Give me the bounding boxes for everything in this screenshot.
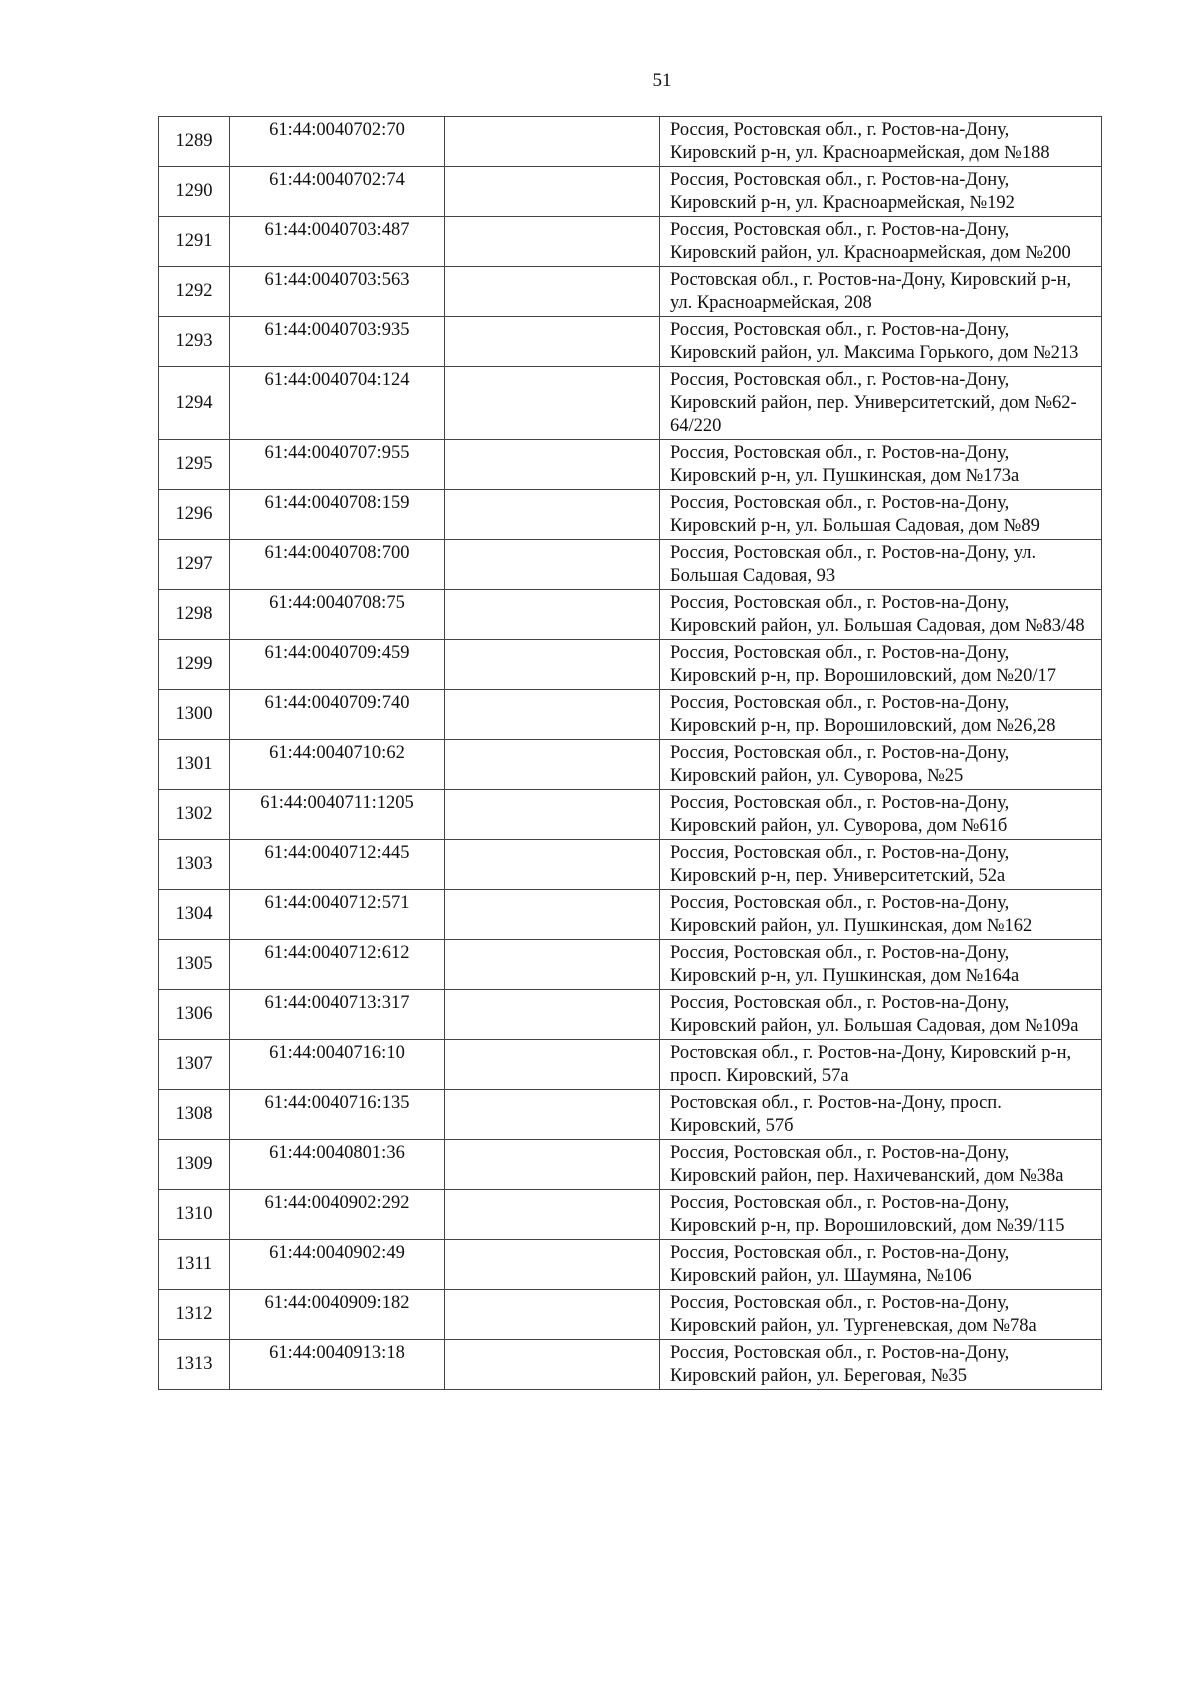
address: Россия, Ростовская обл., г. Ростов-на-Дону, Кировский район, ул. Суворова, №25 <box>660 740 1102 790</box>
table-row <box>159 267 1102 317</box>
empty-cell <box>445 167 660 217</box>
table-row <box>159 117 1102 167</box>
row-number: 1294 <box>159 367 230 440</box>
address: Россия, Ростовская обл., г. Ростов-на-Дону, Кировский район, ул. Шаумяна, №106 <box>660 1240 1102 1290</box>
table-row <box>159 490 1102 540</box>
table-row <box>159 367 1102 440</box>
table-row <box>159 640 1102 690</box>
address: Россия, Ростовская обл., г. Ростов-на-Дону, Кировский район, ул. Максима Горького, дом №213 <box>660 317 1102 367</box>
address: Россия, Ростовская обл., г. Ростов-на-Дону, Кировский р-н, ул. Пушкинская, дом №173а <box>660 440 1102 490</box>
address: Россия, Ростовская обл., г. Ростов-на-Дону, Кировский район, пер. Нахичеванский, дом №38а <box>660 1140 1102 1190</box>
cadastral-number: 61:44:0040909:182 <box>230 1290 445 1340</box>
empty-cell <box>445 740 660 790</box>
row-number: 1310 <box>159 1190 230 1240</box>
row-number: 1299 <box>159 640 230 690</box>
address: Россия, Ростовская обл., г. Ростов-на-Дону, Кировский р-н, пр. Ворошиловский, дом №20/17 <box>660 640 1102 690</box>
empty-cell <box>445 640 660 690</box>
empty-cell <box>445 1290 660 1340</box>
empty-cell <box>445 990 660 1040</box>
registry-table <box>158 116 1102 1390</box>
table-row <box>159 890 1102 940</box>
address: Ростовская обл., г. Ростов-на-Дону, Кировский р-н, ул. Красноармейская, 208 <box>660 267 1102 317</box>
address: Россия, Ростовская обл., г. Ростов-на-Дону, Кировский район, ул. Суворова, дом №61б <box>660 790 1102 840</box>
address: Россия, Ростовская обл., г. Ростов-на-Дону, Кировский район, ул. Тургеневская, дом №78а <box>660 1290 1102 1340</box>
empty-cell <box>445 1340 660 1390</box>
row-number: 1302 <box>159 790 230 840</box>
cadastral-number: 61:44:0040902:292 <box>230 1190 445 1240</box>
cadastral-number: 61:44:0040713:317 <box>230 990 445 1040</box>
address: Ростовская обл., г. Ростов-на-Дону, просп. Кировский, 57б <box>660 1090 1102 1140</box>
table-row <box>159 1090 1102 1140</box>
cadastral-number: 61:44:0040716:10 <box>230 1040 445 1090</box>
empty-cell <box>445 367 660 440</box>
cadastral-number: 61:44:0040707:955 <box>230 440 445 490</box>
cadastral-number: 61:44:0040711:1205 <box>230 790 445 840</box>
cadastral-number: 61:44:0040913:18 <box>230 1340 445 1390</box>
empty-cell <box>445 540 660 590</box>
cadastral-number: 61:44:0040709:740 <box>230 690 445 740</box>
table-row <box>159 1140 1102 1190</box>
table-row <box>159 1340 1102 1390</box>
empty-cell <box>445 840 660 890</box>
cadastral-number: 61:44:0040712:571 <box>230 890 445 940</box>
cadastral-number: 61:44:0040710:62 <box>230 740 445 790</box>
table-row <box>159 790 1102 840</box>
empty-cell <box>445 1040 660 1090</box>
registry-table-body <box>159 117 1102 1390</box>
empty-cell <box>445 790 660 840</box>
cadastral-number: 61:44:0040708:700 <box>230 540 445 590</box>
address: Россия, Ростовская обл., г. Ростов-на-Дону, Кировский район, ул. Большая Садовая, дом №83/48 <box>660 590 1102 640</box>
empty-cell <box>445 490 660 540</box>
address: Россия, Ростовская обл., г. Ростов-на-Дону, Кировский р-н, пер. Университетский, 52а <box>660 840 1102 890</box>
address: Россия, Ростовская обл., г. Ростов-на-Дону, Кировский р-н, ул. Большая Садовая, дом №89 <box>660 490 1102 540</box>
table-row <box>159 1190 1102 1240</box>
cadastral-number: 61:44:0040703:487 <box>230 217 445 267</box>
cadastral-number: 61:44:0040902:49 <box>230 1240 445 1290</box>
row-number: 1292 <box>159 267 230 317</box>
address: Россия, Ростовская обл., г. Ростов-на-Дону, Кировский район, пер. Университетский, дом №62-64/220 <box>660 367 1102 440</box>
empty-cell <box>445 890 660 940</box>
table-row <box>159 1240 1102 1290</box>
cadastral-number: 61:44:0040702:74 <box>230 167 445 217</box>
table-row <box>159 940 1102 990</box>
address: Россия, Ростовская обл., г. Ростов-на-Дону, Кировский р-н, пр. Ворошиловский, дом №26,28 <box>660 690 1102 740</box>
row-number: 1304 <box>159 890 230 940</box>
table-row <box>159 590 1102 640</box>
empty-cell <box>445 1140 660 1190</box>
table-row <box>159 1290 1102 1340</box>
row-number: 1309 <box>159 1140 230 1190</box>
empty-cell <box>445 1240 660 1290</box>
row-number: 1298 <box>159 590 230 640</box>
empty-cell <box>445 317 660 367</box>
row-number: 1291 <box>159 217 230 267</box>
cadastral-number: 61:44:0040716:135 <box>230 1090 445 1140</box>
empty-cell <box>445 267 660 317</box>
empty-cell <box>445 440 660 490</box>
empty-cell <box>445 590 660 640</box>
row-number: 1301 <box>159 740 230 790</box>
table-row <box>159 690 1102 740</box>
cadastral-number: 61:44:0040712:445 <box>230 840 445 890</box>
row-number: 1312 <box>159 1290 230 1340</box>
table-row <box>159 317 1102 367</box>
row-number: 1303 <box>159 840 230 890</box>
address: Россия, Ростовская обл., г. Ростов-на-Дону, ул. Большая Садовая, 93 <box>660 540 1102 590</box>
empty-cell <box>445 217 660 267</box>
row-number: 1308 <box>159 1090 230 1140</box>
cadastral-number: 61:44:0040703:935 <box>230 317 445 367</box>
address: Россия, Ростовская обл., г. Ростов-на-Дону, Кировский р-н, ул. Красноармейская, №192 <box>660 167 1102 217</box>
address: Россия, Ростовская обл., г. Ростов-на-Дону, Кировский р-н, ул. Красноармейская, дом №188 <box>660 117 1102 167</box>
row-number: 1311 <box>159 1240 230 1290</box>
table-row <box>159 990 1102 1040</box>
cadastral-number: 61:44:0040708:75 <box>230 590 445 640</box>
row-number: 1300 <box>159 690 230 740</box>
cadastral-number: 61:44:0040704:124 <box>230 367 445 440</box>
cadastral-number: 61:44:0040709:459 <box>230 640 445 690</box>
address: Россия, Ростовская обл., г. Ростов-на-Дону, Кировский р-н, пр. Ворошиловский, дом №39/115 <box>660 1190 1102 1240</box>
address: Россия, Ростовская обл., г. Ростов-на-Дону, Кировский район, ул. Пушкинская, дом №162 <box>660 890 1102 940</box>
address: Россия, Ростовская обл., г. Ростов-на-Дону, Кировский район, ул. Красноармейская, дом №200 <box>660 217 1102 267</box>
address: Россия, Ростовская обл., г. Ростов-на-Дону, Кировский район, ул. Большая Садовая, дом №109а <box>660 990 1102 1040</box>
row-number: 1295 <box>159 440 230 490</box>
row-number: 1290 <box>159 167 230 217</box>
page-number: 51 <box>652 70 672 91</box>
empty-cell <box>445 1190 660 1240</box>
row-number: 1297 <box>159 540 230 590</box>
row-number: 1307 <box>159 1040 230 1090</box>
cadastral-number: 61:44:0040703:563 <box>230 267 445 317</box>
address: Россия, Ростовская обл., г. Ростов-на-Дону, Кировский район, ул. Береговая, №35 <box>660 1340 1102 1390</box>
address: Ростовская обл., г. Ростов-на-Дону, Кировский р-н, просп. Кировский, 57а <box>660 1040 1102 1090</box>
empty-cell <box>445 1090 660 1140</box>
cadastral-number: 61:44:0040702:70 <box>230 117 445 167</box>
address: Россия, Ростовская обл., г. Ростов-на-Дону, Кировский р-н, ул. Пушкинская, дом №164а <box>660 940 1102 990</box>
table-row <box>159 167 1102 217</box>
row-number: 1293 <box>159 317 230 367</box>
empty-cell <box>445 117 660 167</box>
empty-cell <box>445 690 660 740</box>
cadastral-number: 61:44:0040712:612 <box>230 940 445 990</box>
table-row <box>159 217 1102 267</box>
table-row <box>159 440 1102 490</box>
row-number: 1305 <box>159 940 230 990</box>
table-row <box>159 840 1102 890</box>
table-row <box>159 1040 1102 1090</box>
table-row <box>159 540 1102 590</box>
row-number: 1313 <box>159 1340 230 1390</box>
row-number: 1296 <box>159 490 230 540</box>
cadastral-number: 61:44:0040708:159 <box>230 490 445 540</box>
cadastral-number: 61:44:0040801:36 <box>230 1140 445 1190</box>
row-number: 1306 <box>159 990 230 1040</box>
table-row <box>159 740 1102 790</box>
empty-cell <box>445 940 660 990</box>
row-number: 1289 <box>159 117 230 167</box>
